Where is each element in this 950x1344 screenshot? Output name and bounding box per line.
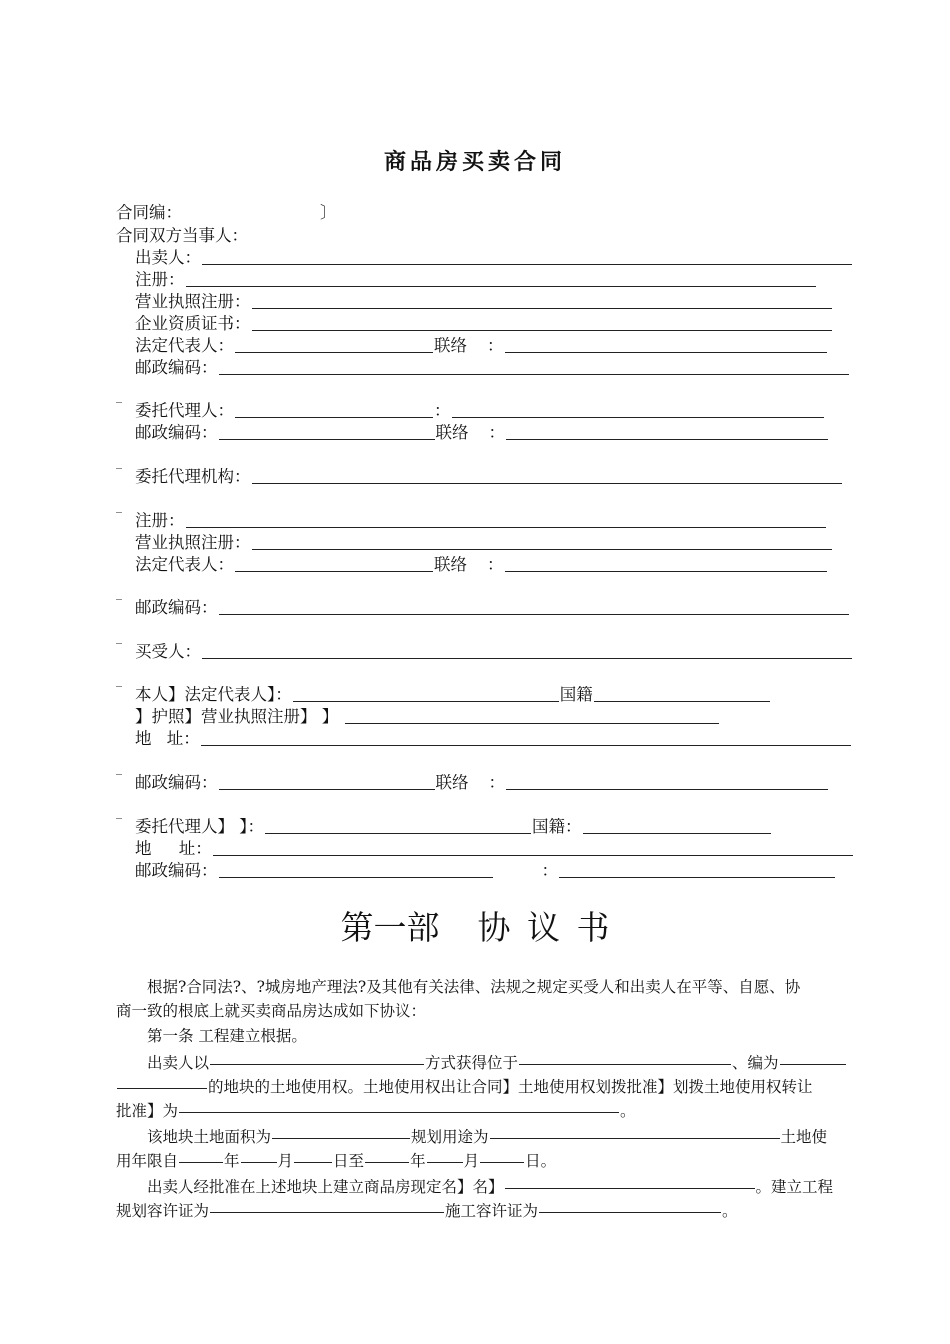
- buyer-rep-label: 本人】法定代表人】：: [135, 685, 292, 704]
- buyer-postcode-field[interactable]: [219, 774, 435, 790]
- seller-reg-field[interactable]: [186, 271, 816, 287]
- p3-text-c: 规划容许证为: [116, 1202, 210, 1220]
- buyer-postcode-line: [135, 772, 829, 794]
- separator-dash: _: [116, 389, 122, 403]
- buyer-contact-field[interactable]: [506, 774, 828, 790]
- article-1-text: 第一条 工程建立根据。: [147, 1027, 307, 1045]
- seller-agent-colon: ：: [434, 401, 451, 420]
- seller-contact-colon: ：: [487, 336, 504, 355]
- paragraph-1-line3: [116, 1098, 861, 1123]
- seller-agent-postcode-line: [135, 422, 829, 444]
- land-approval-field[interactable]: [179, 1098, 619, 1113]
- seller-agent-contact-label: 联络: [435, 423, 469, 442]
- seller-agency-legal-rep-label: 法定代表人：: [135, 555, 234, 574]
- seller-contact-field[interactable]: [505, 337, 827, 353]
- p2-text-i: 月: [463, 1152, 480, 1170]
- seller-agency-license-line: [135, 532, 833, 554]
- buyer-rep-field[interactable]: [293, 686, 559, 702]
- separator-dash: _: [116, 499, 122, 513]
- seller-agent-label: 委托代理人：: [135, 401, 234, 420]
- intro-paragraph-line2: [116, 999, 861, 1023]
- buyer-agent-postcode-field[interactable]: [219, 862, 493, 878]
- p1-text-a: 出卖人以: [147, 1054, 210, 1072]
- seller-agent-postcode-field[interactable]: [219, 424, 435, 440]
- seller-agency-postcode-line: [135, 597, 850, 619]
- buyer-agent-nationality-field[interactable]: [583, 818, 771, 834]
- intro-text-1: 根据?合同法?、?城房地产理法?及其他有关法律、法规之规定买受人和出卖人在平等、自愿、协: [147, 978, 801, 996]
- buyer-name-line: [135, 641, 853, 663]
- article-1-heading: [116, 1024, 892, 1048]
- end-year-field[interactable]: [365, 1148, 409, 1163]
- buyer-agent-field[interactable]: [265, 818, 531, 834]
- seller-reg-label: 注册：: [135, 270, 185, 289]
- p1-text-c: 、编为: [732, 1054, 779, 1072]
- seller-name-label: 出卖人：: [135, 248, 201, 267]
- separator-dash: _: [116, 761, 122, 775]
- buyer-name-field[interactable]: [202, 643, 852, 659]
- buyer-address-label: 地 址：: [135, 729, 200, 748]
- land-location-field[interactable]: [519, 1050, 731, 1065]
- separator-dash: _: [116, 586, 122, 600]
- buyer-id-line: [135, 706, 720, 728]
- seller-agency-line: [135, 466, 843, 488]
- buyer-agent-postcode-label: 邮政编码：: [135, 861, 218, 880]
- seller-license-label: 营业执照注册：: [135, 292, 251, 311]
- seller-legal-rep-label: 法定代表人：: [135, 336, 234, 355]
- p2-text-h: 年: [410, 1152, 426, 1170]
- document-title: 商品房买卖合同: [383, 150, 566, 175]
- seller-agency-legal-rep-field[interactable]: [235, 556, 433, 572]
- contract-number-line: [116, 202, 337, 224]
- p2-text-b: 规划用途为: [411, 1128, 489, 1146]
- start-year-field[interactable]: [179, 1148, 223, 1163]
- seller-agent-contact-field[interactable]: [452, 402, 824, 418]
- seller-qualification-line: [135, 313, 833, 335]
- buyer-agent-nationality-label: 国籍：: [532, 817, 582, 836]
- land-acquire-method-field[interactable]: [210, 1050, 424, 1065]
- paragraph-2-line1: [116, 1124, 892, 1149]
- seller-agency-legal-rep-line: [135, 554, 828, 576]
- part-title: [0, 902, 950, 949]
- seller-agent-field[interactable]: [235, 402, 433, 418]
- buyer-agent-address-label: 地 址：: [135, 839, 212, 858]
- seller-agency-contact-colon: ：: [487, 555, 504, 574]
- p2-text-j: 日。: [525, 1152, 557, 1170]
- part-title-number: 第一部: [340, 908, 440, 947]
- seller-reg-line: [135, 269, 817, 291]
- seller-agency-reg-line: [135, 510, 827, 532]
- seller-agent-postcode-label: 邮政编码：: [135, 423, 218, 442]
- p3-text-b: 。建立工程: [755, 1178, 834, 1196]
- land-use-field[interactable]: [490, 1124, 780, 1139]
- buyer-agent-colon: ：: [541, 861, 558, 880]
- project-name-field[interactable]: [505, 1174, 755, 1189]
- p1-text-b: 方式获得位于: [425, 1054, 519, 1072]
- seller-postcode-line: [135, 357, 850, 379]
- separator-dash: _: [116, 673, 122, 687]
- seller-qualification-field[interactable]: [252, 315, 832, 331]
- paragraph-3-line2: [116, 1198, 861, 1223]
- p2-text-a: 该地块土地面积为: [147, 1128, 272, 1146]
- start-day-field[interactable]: [294, 1148, 332, 1163]
- buyer-nationality-field[interactable]: [594, 686, 770, 702]
- seller-postcode-label: 邮政编码：: [135, 358, 218, 377]
- buyer-agent-line: [135, 816, 772, 838]
- seller-agency-postcode-field[interactable]: [219, 599, 849, 615]
- end-month-field[interactable]: [427, 1148, 463, 1163]
- land-number-field-a[interactable]: [780, 1050, 846, 1065]
- contract-number-label: 合同编：: [116, 203, 182, 222]
- buyer-agent-postcode-line: [135, 860, 836, 882]
- separator-dash: _: [116, 805, 122, 819]
- p1-text-d: 的地块的土地使用权。土地使用权出让合同】土地使用权划拨批准】划拨土地使用权转让: [208, 1078, 813, 1096]
- seller-name-field[interactable]: [202, 249, 852, 265]
- p3-text-e: 。: [722, 1202, 738, 1220]
- part-title-name: 协 议 书: [477, 908, 610, 947]
- parties-line: [116, 225, 248, 247]
- separator-dash: _: [116, 630, 122, 644]
- p3-text-d: 施工容许证为: [445, 1202, 539, 1220]
- construction-permit-field[interactable]: [539, 1198, 721, 1213]
- buyer-contact-label: 联络: [435, 773, 469, 792]
- seller-contact-label: 联络: [434, 336, 467, 355]
- seller-postcode-field[interactable]: [219, 359, 849, 375]
- seller-agency-label: 委托代理机构：: [135, 467, 251, 486]
- intro-text-2: 商一致的根底上就买卖商品房达成如下协议：: [116, 1002, 427, 1020]
- buyer-agent-address-field[interactable]: [213, 840, 853, 856]
- seller-agency-contact-field[interactable]: [505, 556, 827, 572]
- seller-qualification-label: 企业资质证书：: [135, 314, 251, 333]
- seller-agency-field[interactable]: [252, 468, 842, 484]
- seller-agency-license-field[interactable]: [252, 534, 832, 550]
- parties-label: 合同双方当事人：: [116, 226, 248, 245]
- buyer-agent-contact-field[interactable]: [559, 862, 835, 878]
- seller-legal-rep-line: [135, 335, 828, 357]
- buyer-address-field[interactable]: [201, 730, 851, 746]
- p2-text-d: 用年限自: [116, 1152, 179, 1170]
- p1-text-f: 。: [620, 1102, 636, 1120]
- seller-legal-rep-field[interactable]: [235, 337, 433, 353]
- buyer-nationality-label: 国籍: [559, 685, 593, 704]
- seller-license-field[interactable]: [252, 293, 832, 309]
- seller-license-line: [135, 291, 833, 313]
- paragraph-1-line2: [116, 1074, 861, 1099]
- buyer-rep-line: [135, 684, 771, 706]
- paragraph-3-line1: [116, 1174, 892, 1199]
- buyer-name-label: 买受人：: [135, 642, 201, 661]
- seller-name-line: [135, 247, 853, 269]
- contract-number-bracket: 〕: [320, 203, 337, 222]
- start-month-field[interactable]: [241, 1148, 277, 1163]
- separator-dash: _: [116, 455, 122, 469]
- buyer-id-field[interactable]: [345, 708, 719, 724]
- seller-agent-contact-colon: ：: [488, 423, 505, 442]
- p3-text-a: 出卖人经批准在上述地块上建立商品房现定名】名】: [147, 1178, 504, 1196]
- p1-text-e: 批准】为: [116, 1102, 179, 1120]
- seller-agency-contact-label: 联络: [434, 555, 467, 574]
- p2-text-f: 月: [277, 1152, 294, 1170]
- paragraph-2-line2: [116, 1148, 861, 1173]
- seller-agency-license-label: 营业执照注册：: [135, 533, 251, 552]
- buyer-id-label: 】护照】营业执照注册】 】: [135, 707, 339, 726]
- buyer-contact-colon: ：: [488, 773, 505, 792]
- seller-agent-phone-field[interactable]: [506, 424, 828, 440]
- planning-permit-field[interactable]: [210, 1198, 444, 1213]
- buyer-agent-label: 委托代理人】 】：: [135, 817, 264, 836]
- buyer-agent-address-line: [135, 838, 854, 860]
- p2-text-e: 年: [224, 1152, 240, 1170]
- intro-paragraph-line1: [116, 975, 892, 999]
- seller-agent-line: [135, 400, 825, 422]
- paragraph-1-line1: [116, 1050, 892, 1075]
- seller-agency-postcode-label: 邮政编码：: [135, 598, 218, 617]
- end-day-field[interactable]: [480, 1148, 524, 1163]
- land-area-field[interactable]: [272, 1124, 410, 1139]
- p2-text-c: 土地使: [780, 1128, 828, 1146]
- p2-text-g: 日至: [333, 1152, 365, 1170]
- seller-agency-reg-label: 注册：: [135, 511, 185, 530]
- seller-agency-reg-field[interactable]: [186, 512, 826, 528]
- land-number-field-b[interactable]: [117, 1074, 207, 1089]
- buyer-postcode-label: 邮政编码：: [135, 773, 218, 792]
- buyer-address-line: [135, 728, 852, 750]
